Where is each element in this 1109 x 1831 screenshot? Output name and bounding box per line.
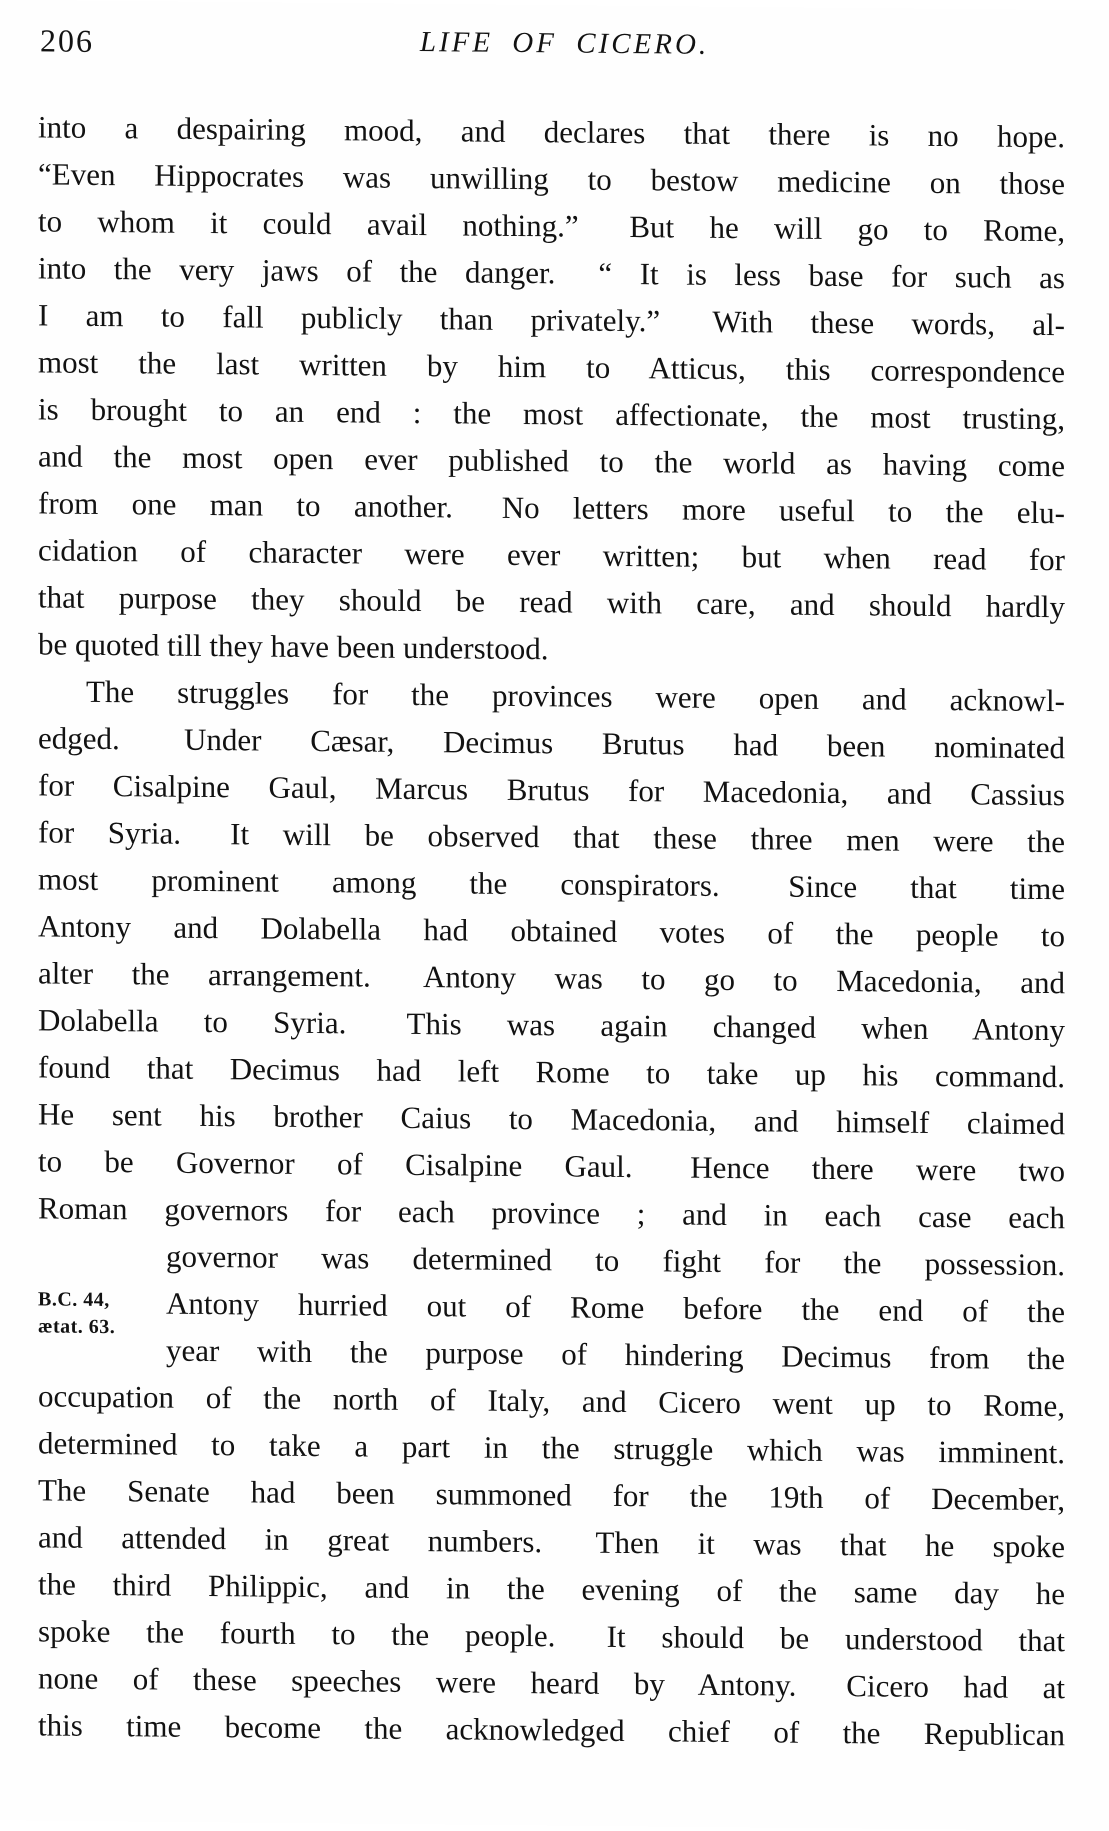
text-line: Antony hurried out of Rome before the end of the [166,1285,1065,1330]
text-line: occupation of the north of Italy, and Cicero went up to Rome, [38,1378,1065,1424]
text-line: determined to take a part in the struggle which was imminent. [38,1425,1065,1471]
text-line: that purpose they should be read with care, and should hardly [38,579,1065,625]
text-line: into the very jaws of the danger. “ It is less base for such as [38,250,1065,296]
margin-note [38,1286,162,1341]
text-line: found that Decimus had left Rome to take up his command. [38,1049,1065,1095]
running-title: LIFE OF CICERO. [419,26,710,61]
text-line: He sent his brother Caius to Macedonia, and himself claimed [38,1096,1065,1142]
text-line: Antony and Dolabella had obtained votes of the people to [38,908,1065,954]
text-line: this time become the acknowledged chief of the Republican [38,1707,1065,1753]
text-line: for Syria. It will be observed that these three men were the [38,814,1065,860]
page-number: 206 [40,22,94,59]
text-line: Roman governors for each province ; and in each case each [38,1190,1065,1236]
text-line: from one man to another. No letters more useful to the elu- [38,485,1065,531]
text-line: alter the arrangement. Antony was to go to Macedonia, and [38,955,1065,1001]
text-line: year with the purpose of hindering Decimus from the [166,1332,1065,1377]
body-text [38,103,1065,1758]
text-line: edged. Under Cæsar, Decimus Brutus had been nominated [38,720,1065,766]
text-line: “Even Hippocrates was unwilling to bestow medicine on those [38,156,1065,202]
text-line: is brought to an end : the most affectionate, the most trusting, [38,391,1065,437]
text-line: Dolabella to Syria. This was again changed when Antony [38,1002,1065,1048]
margin-note-aetat: ætat. 63. [38,1315,116,1339]
page-header [38,18,1065,70]
text-line: most prominent among the conspirators. Since that time [38,861,1065,907]
text-line: to be Governor of Cisalpine Gaul. Hence there were two [38,1143,1065,1189]
text-line: none of these speeches were heard by Antony. Cicero had at [38,1660,1065,1706]
text-line: The Senate had been summoned for the 19th of December, [38,1472,1065,1518]
text-line: be quoted till they have been understood. [38,626,549,667]
text-line: governor was determined to fight for the possession. [166,1238,1065,1283]
text-line: cidation of character were ever written; but when read for [38,532,1065,578]
text-line: the third Philippic, and in the evening of the same day he [38,1566,1065,1612]
text-line: and attended in great numbers. Then it was that he spoke [38,1519,1065,1565]
text-line: to whom it could avail nothing.” But he will go to Rome, [38,203,1065,249]
text-line: most the last written by him to Atticus, this correspondence [38,344,1065,390]
text-line: spoke the fourth to the people. It should be understood that [38,1613,1065,1659]
text-lines [38,103,1065,1758]
text-line: for Cisalpine Gaul, Marcus Brutus for Macedonia, and Cassius [38,767,1065,813]
text-line: and the most open ever published to the world as having come [38,438,1065,484]
margin-note-year: B.C. 44, [38,1288,110,1312]
text-line: I am to fall publicly than privately.” With these words, al- [38,297,1065,343]
text-line: into a despairing mood, and declares that there is no hope. [38,109,1065,155]
text-line: The struggles for the provinces were open and acknowl- [86,673,1065,719]
